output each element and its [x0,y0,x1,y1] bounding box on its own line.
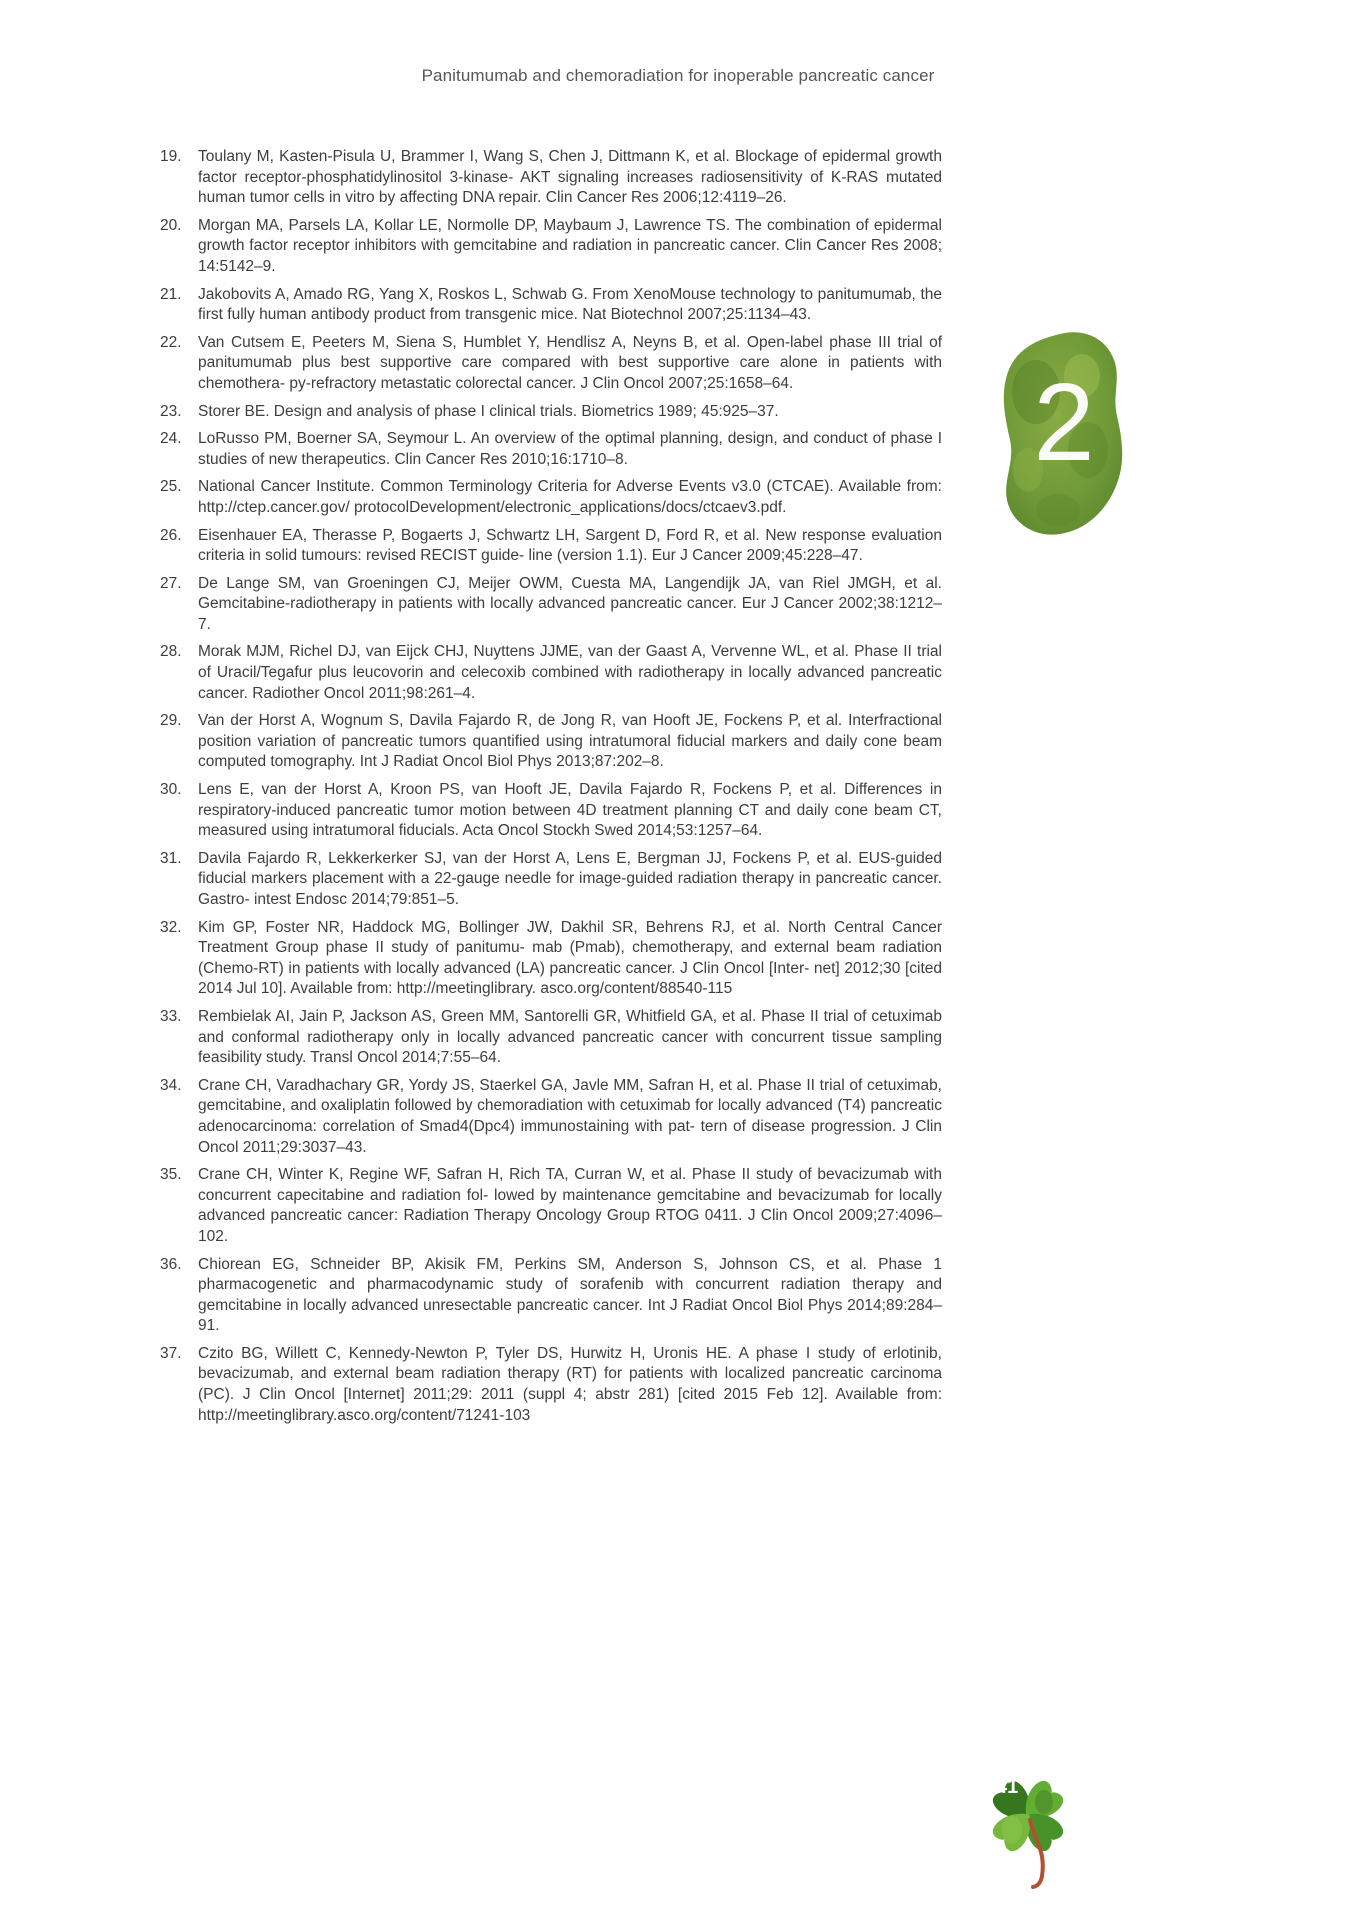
reference-text: Davila Fajardo R, Lekkerkerker SJ, van der Horst A, Lens E, Bergman JJ, Fockens P, et al. EUS-guided fiducial markers placement with a 22-gauge needle for image-guided radiation therapy in pancreatic cancer. Gastro- intest Endosc 2014;79:851–5. [198,849,942,908]
reference-number: 20. [160,216,182,234]
reference-item [160,1076,942,1158]
reference-number: 28. [160,643,182,661]
reference-number: 35. [160,1166,182,1184]
chapter-tab [998,328,1130,540]
reference-number: 33. [160,1007,182,1025]
reference-text: Kim GP, Foster NR, Haddock MG, Bollinger JW, Dakhil SR, Behrens RJ, et al. North Central Cancer Treatment Group phase II study of panitumu- mab (Pmab), chemotherapy, and external beam radiation (Chemo-RT) in patients with locally advanced (LA) pancreatic cancer. J Clin Oncol [Inter- net] 2012;30 [cited 2014 Jul 10]. Available from: http://meetinglibrary. asco.org/content/88540-115 [198,918,942,998]
reference-number: 29. [160,712,182,730]
reference-text: Czito BG, Willett C, Kennedy-Newton P, Tyler DS, Hurwitz H, Uronis HE. A phase I study of erlotinib, bevacizumab, and external beam radiation therapy (RT) for patients with localized pancreatic carcinoma (PC). J Clin Oncol [Internet] 2011;29: 2011 (suppl 4; abstr 281) [cited 2015 Feb 12]. Available from: http://meetinglibrary.asco.org/content/71241-103 [198,1344,942,1424]
reference-item [160,285,942,326]
reference-item [160,780,942,842]
reference-item [160,147,942,209]
reference-item [160,1165,942,1247]
reference-text: De Lange SM, van Groeningen CJ, Meijer OWM, Cuesta MA, Langendijk JA, van Riel JMGH, et al. Gemcitabine-radiotherapy in patients with locally advanced pancreatic cancer. Eur J Cancer 2002;38:1212–7. [198,574,942,633]
reference-number: 31. [160,849,182,867]
reference-text: National Cancer Institute. Common Terminology Criteria for Adverse Events v3.0 (CTCAE). Available from: http://ctep.cancer.gov/ protocolDevelopment/electronic_applications/docs/ctcaev3.pdf. [198,478,942,516]
reference-text: Rembielak AI, Jain P, Jackson AS, Green MM, Santorelli GR, Whitfield GA, et al. Phase II trial of cetuximab and conformal radiotherapy only in locally advanced pancreatic cancer with concurrent tissue sampling feasibility study. Transl Oncol 2014;7:55–64. [198,1007,942,1067]
reference-text: Eisenhauer EA, Therasse P, Bogaerts J, Schwartz LH, Sargent D, Ford R, et al. New response evaluation criteria in solid tumours: revised RECIST guide- line (version 1.1). Eur J Cancer 2009;45:228–47. [198,526,942,565]
reference-text: LoRusso PM, Boerner SA, Seymour L. An overview of the optimal planning, design, and conduct of phase I studies of new therapeutics. Clin Cancer Res 2010;16:1710–8. [198,430,942,468]
reference-text: Jakobovits A, Amado RG, Yang X, Roskos L, Schwab G. From XenoMouse technology to panitumumab, the first fully human antibody product from transgenic mice. Nat Biotechnol 2007;25:1134–43. [198,285,942,324]
reference-text: Morgan MA, Parsels LA, Kollar LE, Normolle DP, Maybaum J, Lawrence TS. The combination of epidermal growth factor receptor inhibitors with gemcitabine and radiation in pancreatic cancer. Clin Cancer Res 2008; 14:5142–9. [198,216,942,275]
reference-number: 32. [160,918,182,936]
reference-item [160,849,942,911]
running-head: Panitumumab and chemoradiation for inoperable pancreatic cancer [421,66,935,85]
reference-item [160,711,942,773]
reference-item [160,642,942,704]
reference-list [160,147,942,1433]
reference-number: 25. [160,478,182,496]
reference-number: 34. [160,1076,182,1094]
reference-item [160,429,942,470]
reference-item [160,1007,942,1069]
reference-item [160,333,942,395]
reference-text: Toulany M, Kasten-Pisula U, Brammer I, Wang S, Chen J, Dittmann K, et al. Blockage of epidermal growth factor receptor-phosphatidylinositol 3-kinase- AKT signaling increases radiosensitivity of K-RAS mutated human tumor cells in vitro by affecting DNA repair. Clin Cancer Res 2006;12:4119–26. [198,148,942,207]
reference-text: Lens E, van der Horst A, Kroon PS, van Hooft JE, Davila Fajardo R, Fockens P, et al. Differences in respiratory-induced pancreatic tumor motion between 4D treatment planning CT and daily cone beam CT, measured using intratumoral fiducials. Acta Oncol Stockh Swed 2014;53:1257–64. [198,781,942,840]
reference-number: 37. [160,1344,182,1362]
page-number: 41 [996,1776,1019,1798]
reference-number: 22. [160,333,182,351]
page-footer [972,1762,1088,1894]
clover-icon [972,1762,1088,1894]
chapter-number: 2 [1033,361,1095,484]
reference-text: Van Cutsem E, Peeters M, Siena S, Humblet Y, Hendlisz A, Neyns B, et al. Open-label phase III trial of panitumumab plus best supportive care compared with best supportive care alone in patients with chemothera- py-refractory metastatic colorectal cancer. J Clin Oncol 2007;25:1658–64. [198,333,942,392]
reference-item [160,216,942,278]
reference-item [160,574,942,636]
reference-text: Storer BE. Design and analysis of phase I clinical trials. Biometrics 1989; 45:925–37. [198,402,779,420]
reference-text: Morak MJM, Richel DJ, van Eijck CHJ, Nuyttens JJME, van der Gaast A, Vervenne WL, et al. Phase II trial of Uracil/Tegafur plus leucovorin and celecoxib combined with radiotherapy in locally advanced pancreatic cancer. Radiother Oncol 2011;98:261–4. [198,643,942,702]
reference-number: 26. [160,526,182,544]
reference-item [160,1255,942,1337]
reference-number: 19. [160,148,182,165]
reference-number: 30. [160,781,182,799]
reference-number: 23. [160,402,182,420]
reference-item [160,1344,942,1426]
reference-text: Chiorean EG, Schneider BP, Akisik FM, Perkins SM, Anderson S, Johnson CS, et al. Phase 1 pharmacogenetic and pharmacodynamic study of sorafenib with concurrent radiation therapy and gemcitabine in locally advanced unresectable pancreatic cancer. Int J Radiat Oncol Biol Phys 2014;89:284–91. [198,1255,942,1335]
reference-number: 36. [160,1255,182,1273]
reference-item [160,402,942,423]
reference-item [160,526,942,567]
reference-text: Van der Horst A, Wognum S, Davila Fajardo R, de Jong R, van Hooft JE, Fockens P, et al. Interfractional position variation of pancreatic tumors quantified using intratumoral fiducial markers and daily cone beam computed tomography. Int J Radiat Oncol Biol Phys 2013;87:202–8. [198,712,942,771]
reference-text: Crane CH, Winter K, Regine WF, Safran H, Rich TA, Curran W, et al. Phase II study of bevacizumab with concurrent capecitabine and radiation fol- lowed by maintenance gemcitabine and bevacizumab for locally advanced pancreatic cancer: Radiation Therapy Oncology Group RTOG 0411. J Clin Oncol 2009;27:4096–102. [198,1166,942,1245]
reference-number: 24. [160,430,182,448]
reference-number: 21. [160,285,182,303]
reference-item [160,477,942,518]
reference-number: 27. [160,574,182,592]
reference-text: Crane CH, Varadhachary GR, Yordy JS, Staerkel GA, Javle MM, Safran H, et al. Phase II trial of cetuximab, gemcitabine, and oxaliplatin followed by chemoradiation with cetuximab for locally advanced (T4) pancreatic adenocarcinoma: correlation of Smad4(Dpc4) immunostaining with pat- tern of disease progression. J Clin Oncol 2011;29:3037–43. [198,1076,942,1156]
reference-item [160,918,942,1000]
